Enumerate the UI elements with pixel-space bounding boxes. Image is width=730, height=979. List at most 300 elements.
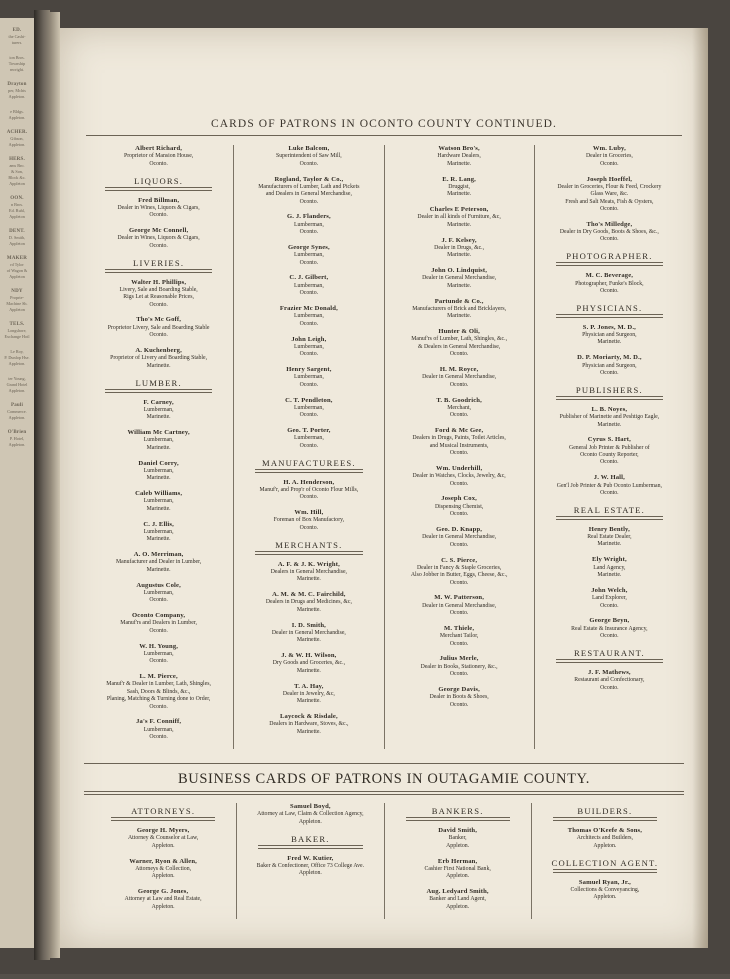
patron-name: George Davis, (438, 685, 480, 693)
patron-name: A. M. & M. C. Fairchild, (272, 591, 346, 599)
patron-card (392, 888, 524, 911)
previous-page-edge-item: TELS. Longshore, Exchange Hotl (4, 322, 30, 339)
patron-description: Lumberman, Oconto. (293, 282, 324, 297)
patron-name: J. F. Kelsey, (441, 236, 477, 244)
patron-description: Manuf'rs of Lumber, Lath, Shingles, &c., & Dealers in General Merchandise, Oconto. (411, 336, 508, 358)
patron-name: T. B. Goodrich, (436, 396, 482, 404)
category-heading-label: COLLECTION AGENT. (551, 857, 659, 868)
patron-card (542, 436, 677, 466)
page-content (78, 42, 690, 932)
patron-card (542, 526, 677, 549)
patron-name: J. F. Mathews, (588, 668, 631, 676)
patron-description: Dealer in General Merchandise, Marinette. (422, 275, 497, 289)
previous-page-edge-item: DENT. D. Smith, Appleton (8, 229, 26, 246)
patron-description: Dealer in Drugs, &c., Marinette. (434, 244, 485, 259)
patron-card (91, 429, 226, 452)
patron-column-4 (534, 145, 684, 749)
patron-card (542, 474, 677, 497)
patron-card (392, 366, 527, 389)
patron-name: Warner, Ryon & Allen, (129, 857, 197, 865)
patron-card (241, 561, 376, 584)
patron-name: Geo. T. Porter, (287, 427, 331, 435)
patron-card (241, 427, 376, 450)
patron-description: Merchant Tailor, Oconto. (439, 633, 479, 647)
previous-page-edge (0, 18, 34, 948)
patron-description: Lumberman, Oconto. (293, 252, 324, 266)
patron-name: J. & W. H. Wilson, (281, 652, 337, 660)
patron-name: S. P. Jones, M. D., (582, 323, 636, 331)
category-heading (241, 458, 376, 473)
patron-description: Attorney & Counselor at Law, Appleton. (127, 835, 199, 849)
patron-name: A. Kuchenberg, (135, 346, 182, 354)
category-heading-rule (553, 869, 657, 873)
patron-description: Proprietor of Mansion House, Oconto. (124, 153, 194, 167)
patron-card (91, 521, 226, 544)
patron-description: Dealer in General Merchandise, Marinette. (271, 629, 346, 644)
patron-name: H. M. Royce, (439, 366, 479, 374)
category-heading-rule (105, 389, 212, 393)
category-heading (91, 258, 226, 273)
patron-description: Banker and Land Agent, Appleton. (429, 896, 486, 910)
patron-description: Lumberman, Oconto. (143, 726, 174, 741)
previous-page-edge-item: ion Bros. Township nwright. (8, 55, 26, 72)
patron-description: Dealer in Books, Stationery, &c., Oconto. (420, 663, 498, 678)
patron-name: T. A. Hay, (294, 682, 324, 690)
previous-page-edge-item: HERS. ams Bro. & Son, Block &c. Appleton (8, 157, 26, 186)
patron-name: William Mc Cartney, (127, 429, 190, 437)
patron-name: Wm. Underhill, (436, 464, 483, 472)
patron-card (542, 354, 677, 377)
patron-description: Dealer in Boots & Shoes, Oconto. (429, 694, 489, 708)
patron-name: Partunde & Co., (434, 297, 484, 305)
previous-page-edge-item: OON. n Bros. Ed. Ruhl, Appleton (9, 196, 25, 219)
patron-description: General Job Printer & Publisher of Oconto County Reporter, Oconto. (569, 444, 650, 466)
category-heading-rule (556, 659, 663, 663)
patron-card (392, 237, 527, 260)
patron-description: Dealers in Hardware, Stoves, &c., Marinette. (269, 721, 349, 735)
patron-name: David Smith, (438, 826, 478, 834)
patron-description: Manufacturers of Lumber, Lath and Pickets and Dealers in General Merchandise, Oconto. (258, 183, 360, 205)
patron-description: Manuf'r, and Prop'r of Oconto Flour Mills, Oconto. (259, 486, 359, 501)
patron-card (91, 612, 226, 635)
patron-card (392, 526, 527, 549)
category-heading (91, 176, 226, 191)
patron-description: Manuf'rs and Dealers in Lumber, Oconto. (120, 620, 197, 634)
patron-name: Walter H. Phillips, (131, 278, 187, 286)
patron-name: John Leigh, (291, 335, 327, 343)
patron-card (392, 465, 527, 488)
patron-name: C. J. Gilbert, (289, 274, 329, 282)
patron-card (392, 655, 527, 678)
patron-name: G. J. Flanders, (286, 213, 331, 221)
patron-description: Real Estate & Insurance Agency, Oconto. (571, 625, 648, 640)
patron-card (392, 495, 527, 518)
patron-card (392, 176, 527, 199)
patron-description: Banker, Appleton. (446, 835, 470, 849)
patron-name: J. W. Hall, (593, 474, 625, 482)
patron-description: Physician and Surgeon, Oconto. (582, 362, 637, 376)
patron-name: George G. Jones, (137, 888, 189, 896)
patron-name: M. Thiele, (444, 624, 475, 632)
patron-card (542, 556, 677, 579)
category-heading-label: MANUFACTUREES. (261, 457, 356, 468)
outagamie-section (84, 763, 684, 919)
patron-description: Lumberman, Oconto. (293, 313, 324, 327)
patron-description: Cashier First National Bank, Appleton. (424, 865, 491, 880)
patron-description: Dealer in Watches, Clocks, Jewelry, &c, Oconto. (412, 473, 506, 487)
outagamie-column-4 (531, 803, 678, 919)
patron-card (539, 879, 671, 902)
patron-name: H. A. Henderson, (283, 478, 335, 486)
patron-card (392, 594, 527, 617)
patron-card (542, 669, 677, 692)
patron-description: Publisher of Marinette and Peshtigo Eagle, Marinette. (559, 414, 660, 428)
patron-description: Dealer in General Merchandise, Oconto. (422, 534, 497, 548)
book-spine-gutter (50, 12, 60, 958)
patron-description: Baker & Confectioner, Office 73 College Ave. Appleton. (256, 862, 365, 877)
patron-description: Proprietor of Livery and Boarding Stable, Marinette. (110, 355, 208, 369)
outagamie-title-rule (84, 791, 684, 795)
patron-card (542, 406, 677, 429)
patron-name: M. W. Patterson, (434, 594, 485, 602)
patron-card (91, 643, 226, 666)
patron-description: Livery, Sale and Boarding Stable, Rigs Let at Reasonable Prices, Oconto. (119, 286, 198, 308)
patron-card (241, 305, 376, 328)
patron-card (91, 582, 226, 605)
category-heading (542, 251, 677, 266)
patron-card (241, 176, 376, 206)
category-heading-label: RESTAURANT. (573, 647, 645, 658)
category-heading (542, 648, 677, 663)
patron-description: Foreman of Box Manufactory, Oconto. (273, 517, 345, 531)
patron-card (392, 298, 527, 321)
patron-description: Lumberman, Oconto. (143, 589, 174, 604)
patron-name: A. F. & J. K. Wright, (277, 560, 340, 568)
category-heading-label: LIVERIES. (133, 257, 185, 268)
category-heading (241, 540, 376, 555)
patron-name: Ely Wright, (592, 556, 627, 564)
patron-description: Manuf'r & Dealer in Lumber, Lath, Shingles, Sash, Doors & Blinds, &c., Planing, Matching & Turning done to Order, Oconto. (106, 681, 211, 710)
patron-name: Samuel Ryan, Jr., (578, 878, 631, 886)
patron-card (91, 460, 226, 483)
patron-card (241, 213, 376, 236)
patron-name: I. D. Smith, (291, 621, 326, 629)
patron-card (241, 274, 376, 297)
patron-description: Dealer in Wines, Liquors & Cigars, Oconto. (117, 235, 200, 249)
patron-card (244, 803, 376, 826)
patron-name: Cyrus S. Hart, (587, 436, 631, 444)
patron-card (244, 855, 376, 878)
category-heading (542, 505, 677, 520)
category-heading-rule (556, 262, 663, 266)
patron-card (392, 827, 524, 850)
patron-name: Laycock & Risdale, (279, 713, 338, 721)
patron-card (91, 227, 226, 250)
patron-description: Manufacturers of Brick and Bricklayers, Marinette. (412, 305, 507, 320)
patron-name: Augustus Cole, (136, 581, 181, 589)
patron-card (392, 206, 527, 229)
category-heading-label: BANKERS. (431, 805, 484, 816)
previous-page-edge-item: e Bldgs. Appleton. (8, 109, 26, 120)
previous-page-edge-item: O'Brien P. Hotel, Appleton. (7, 430, 27, 447)
patron-description: Dealers in General Merchandise, Marinette. (270, 568, 348, 583)
patron-card (392, 145, 527, 168)
patron-description: Lumberman, Oconto. (293, 221, 324, 236)
patron-name: Thomas O'Keefe & Sons, (567, 826, 643, 834)
patron-name: John Welch, (591, 586, 628, 594)
patron-card (91, 551, 226, 574)
patron-description: Dealer in Jewelry, &c, Marinette. (282, 690, 335, 705)
outagamie-column-2 (236, 803, 383, 919)
patron-description: Manufacturer and Dealer in Lumber, Marinette. (116, 559, 202, 573)
patron-description: Dealer in all kinds of Furniture, &c, Marinette. (417, 214, 501, 228)
category-heading-rule (111, 817, 215, 821)
patron-name: Hunter & Oli, (438, 328, 480, 336)
patron-card (241, 652, 376, 675)
patron-card (241, 244, 376, 267)
patron-card (241, 479, 376, 502)
patron-description: Merchant, Oconto. (447, 404, 471, 419)
patron-name: Charles E Peterson, (429, 206, 489, 214)
category-heading-rule (406, 817, 510, 821)
patron-description: Attorneys & Collection, Appleton. (135, 865, 192, 880)
patron-name: L. B. Noyes, (591, 405, 628, 413)
category-heading (244, 834, 376, 849)
category-heading-label: REAL ESTATE. (573, 504, 645, 515)
patron-description: Dealer in Wines, Liquors & Cigars, Oconto. (117, 204, 200, 219)
category-heading (542, 385, 677, 400)
previous-page-edge-text (2, 28, 32, 457)
patron-card (241, 366, 376, 389)
patron-name: Joseph Cox, (441, 495, 477, 503)
patron-card (241, 336, 376, 359)
patron-name: Samuel Boyd, (290, 802, 331, 810)
patron-name: E. R. Lang, (442, 175, 476, 183)
outagamie-cards-grid (90, 803, 678, 919)
patron-description: Lumberman, Oconto. (143, 650, 174, 665)
patron-card (91, 490, 226, 513)
patron-name: Ford & Mc Gee, (435, 427, 484, 435)
category-heading (539, 858, 671, 873)
patron-card (539, 827, 671, 850)
previous-page-edge-item: Drayton per, Mchts Appleton. (7, 82, 27, 99)
patron-description: Dealers in Drugs and Medicines, &c, Marinette. (265, 599, 352, 613)
patron-name: Wm. Hill, (294, 509, 324, 517)
patron-name: C. S. Pierce, (441, 556, 478, 564)
patron-card (241, 509, 376, 532)
patron-name: John O. Lindquist, (431, 267, 488, 275)
category-heading-label: PHYSICIANS. (576, 302, 643, 313)
patron-card (392, 625, 527, 648)
category-heading-rule (556, 314, 663, 318)
patron-card (392, 557, 527, 587)
patron-name: Luke Balcom, (288, 145, 330, 152)
category-heading-rule (553, 817, 657, 821)
patron-name: C. T. Pendleton, (285, 396, 333, 404)
category-heading (539, 806, 671, 821)
patron-description: Hardware Dealers, Marinette. (437, 153, 481, 167)
patron-description: Photographer, Funke's Block, Oconto. (575, 280, 644, 294)
patron-column-1 (84, 145, 233, 749)
patron-description: Dealer in Groceries, Oconto. (585, 153, 633, 167)
patron-card (542, 587, 677, 610)
patron-name: George H. Myers, (136, 826, 190, 834)
patron-name: Julius Merle, (439, 655, 479, 663)
patron-name: Henry Sargent, (286, 366, 332, 374)
patron-card (241, 622, 376, 645)
previous-page-edge-item: Pauli Commerce. Appleton. (7, 403, 27, 420)
patron-description: Physician and Surgeon, Marinette. (582, 332, 637, 346)
category-heading-rule (556, 516, 663, 520)
category-heading (392, 806, 524, 821)
patron-card (241, 683, 376, 706)
category-heading-label: LUMBER. (135, 377, 182, 388)
previous-page-edge-item: Le Roy, P. Dunlop Hse. Appleton. (4, 349, 30, 366)
patron-name: Oconto Company, (132, 612, 186, 620)
previous-page-edge-item: ACHER. Gibson, Appleton. (6, 130, 28, 147)
category-heading-rule (556, 396, 663, 400)
previous-page-edge-item: ED. the Cashi- turers. (8, 28, 26, 45)
patron-card (542, 324, 677, 347)
patron-name: George Synes, (287, 243, 330, 251)
patron-description: Dispensing Chemist, Oconto. (434, 503, 484, 518)
patron-description: Lumberman, Oconto. (293, 435, 324, 449)
patron-name: A. O. Merriman, (133, 551, 184, 559)
patron-description: Gen'l Job Printer & Pub Oconto Lumberman, Oconto. (556, 482, 662, 496)
patron-description: Proprietor Livery, Sale and Boarding Stable Oconto. (107, 324, 210, 339)
patron-name: M. C. Beverage, (585, 272, 634, 280)
category-heading-label: PHOTOGRAPHER. (566, 251, 653, 262)
category-heading-label: ATTORNEYS. (131, 805, 196, 816)
patron-card (392, 686, 527, 709)
previous-page-edge-item: NDY Proprie- Machine Sh. Appleton (6, 289, 28, 312)
category-heading-rule (105, 269, 212, 273)
patron-description: Land Agency, Marinette. (593, 564, 626, 578)
patron-card (241, 713, 376, 736)
patron-name: F. Carney, (143, 398, 174, 406)
patron-card (241, 397, 376, 420)
category-heading-label: MERCHANTS. (275, 539, 343, 550)
outagamie-column-1 (90, 803, 236, 919)
patron-name: Geo. D. Knapp, (436, 526, 483, 533)
patron-card (392, 328, 527, 358)
patron-card (542, 617, 677, 640)
patron-name: Daniel Corry, (138, 459, 179, 467)
patron-card (542, 145, 677, 168)
patron-column-3 (384, 145, 534, 749)
category-heading-label: BUILDERS. (577, 805, 633, 816)
patron-description: Lumberman, Oconto. (293, 374, 324, 388)
patron-name: Wm. Luby, (592, 145, 626, 152)
patron-card (392, 427, 527, 457)
previous-page-edge-item: ter Young, Grand Hotel Appleton. (6, 376, 28, 393)
patron-card (91, 197, 226, 220)
patron-name: Fred W. Kutier, (287, 854, 334, 862)
patron-cards-grid (84, 145, 684, 749)
patron-name: L. M. Pierce, (139, 673, 178, 681)
patron-description: Lumberman, Oconto. (293, 404, 324, 419)
patron-description: Real Estate Dealer, Marinette. (587, 534, 632, 548)
patron-card (97, 888, 229, 911)
patron-name: Albert Richard, (135, 145, 183, 152)
patron-card (392, 397, 527, 420)
category-heading (91, 378, 226, 393)
patron-name: Aug. Ledyard Smith, (426, 888, 489, 896)
patron-description: Restaurant and Confectionary, Oconto. (574, 677, 645, 691)
category-heading (542, 303, 677, 318)
book-spine-shadow (34, 10, 50, 960)
page-sheet (60, 28, 708, 948)
page-title: CARDS OF PATRONS IN OCONTO COUNTY CONTINUED. (210, 118, 558, 130)
patron-name: D. P. Moriarty, M. D., (577, 354, 642, 362)
patron-description: Lumberman, Marinette. (143, 437, 174, 451)
title-rule (86, 135, 682, 137)
category-heading-label: PUBLISHERS. (575, 384, 643, 395)
patron-description: Dry Goods and Groceries, &c., Marinette. (272, 660, 346, 674)
patron-card (91, 279, 226, 309)
patron-description: Dealers in Drugs, Paints, Toilet Articles, and Musical Instruments, Oconto. (412, 435, 506, 457)
patron-card (91, 718, 226, 741)
patron-description: Lumberman, Oconto. (293, 343, 324, 358)
patron-description: Dealer in Groceries, Flour & Feed, Crockery Glass Ware, &c. Fresh and Salt Meats, Fish & Oysters, Oconto. (557, 183, 662, 212)
patron-card (542, 272, 677, 295)
patron-description: Dealer in Fancy & Staple Groceries, Also Jobber in Butter, Eggs, Cheese, &c., Oconto. (410, 564, 508, 586)
patron-card (241, 145, 376, 168)
patron-card (91, 145, 226, 168)
patron-card (542, 221, 677, 244)
patron-card (241, 591, 376, 614)
patron-name: Ja's F. Conniff, (136, 718, 182, 726)
category-heading-rule (255, 469, 362, 473)
patron-column-2 (233, 145, 383, 749)
category-heading-rule (258, 845, 362, 849)
patron-card (392, 267, 527, 290)
category-heading-label: BAKER. (291, 833, 330, 844)
patron-card (91, 673, 226, 711)
patron-card (542, 176, 677, 214)
patron-description: Lumberman, Marinette. (143, 528, 174, 543)
patron-description: Druggist, Marinette. (447, 183, 472, 198)
patron-name: Rogland, Taylor & Co., (274, 175, 344, 183)
patron-name: Watson Bro's, (438, 145, 480, 152)
patron-card (91, 399, 226, 422)
outagamie-section-title: BUSINESS CARDS OF PATRONS IN OUTAGAMIE COUNTY. (178, 770, 590, 787)
previous-page-edge-item: MAKER rd Tylor of Wagon & Appleton (6, 256, 28, 279)
patron-description: Superintendent of Saw Mill, Oconto. (276, 153, 342, 167)
patron-name: Frazier Mc Donald, (279, 304, 338, 312)
patron-name: Caleb Williams, (135, 490, 183, 498)
patron-name: Tho's Mc Goff, (136, 316, 182, 324)
patron-card (97, 827, 229, 850)
patron-name: Tho's Milledge, (586, 220, 633, 228)
patron-description: Lumberman, Marinette. (143, 498, 174, 512)
patron-description: Attorney at Law and Real Estate, Appleton. (124, 896, 202, 910)
patron-description: Collections & Conveyancing, Appleton. (570, 886, 640, 901)
patron-card (97, 858, 229, 881)
patron-card (91, 347, 226, 370)
patron-description: Dealer in General Merchandise, Oconto. (422, 602, 497, 617)
patron-description: Attorney at Law, Claim & Collection Agency, Appleton. (257, 811, 364, 825)
patron-name: Henry Bently, (588, 525, 630, 533)
patron-description: Architects and Builders, Appleton. (576, 835, 633, 849)
patron-card (392, 858, 524, 881)
patron-name: W. H. Young, (139, 642, 179, 650)
category-heading (97, 806, 229, 821)
category-heading-rule (105, 187, 212, 191)
category-heading-label: LIQUORS. (134, 175, 184, 186)
outagamie-column-3 (384, 803, 531, 919)
patron-card (91, 316, 226, 339)
